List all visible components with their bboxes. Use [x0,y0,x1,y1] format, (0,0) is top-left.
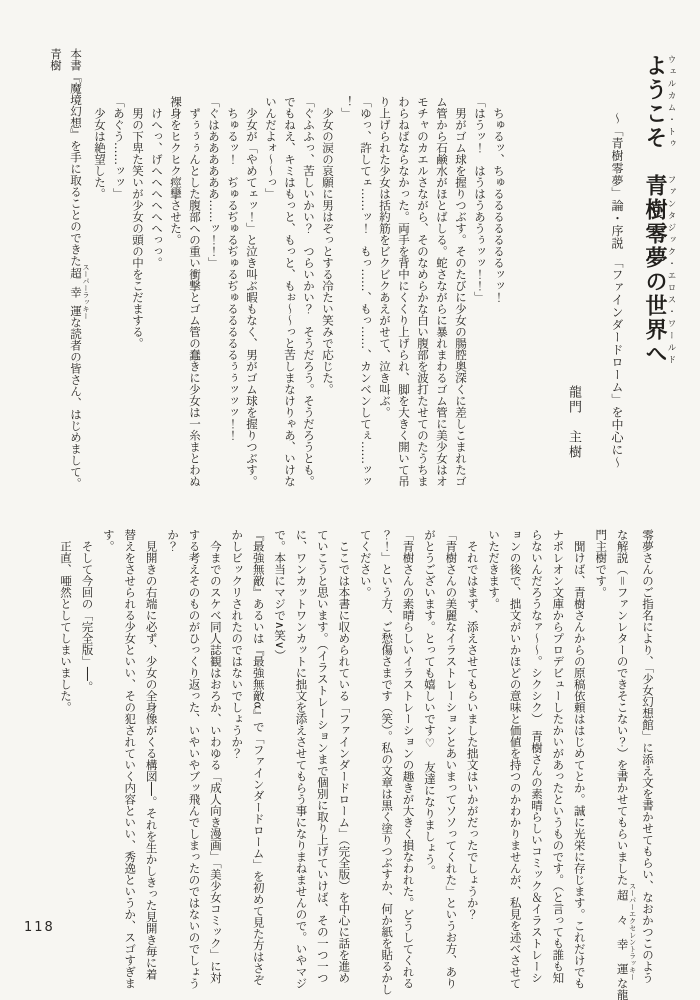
text-line: り上げられた少女は括約筋をビクビクあえがせて、泣き叫ぶ。 [378,96,392,418]
text-line: わらねばならなかった。両手を背中にくくり上げられ、脚を大きく開いて吊 [397,96,411,487]
text-line: けへっ、げへへへへへへっっ。 [150,96,164,269]
text-line: そして今回の「完全版」──。 [80,529,95,693]
ruby-annotated-text: 青樹零夢の世界へファンタジック・エロス・ワールド [642,174,676,366]
text-line: 『最強無敵』あるいは『最強無敵α』で「ファインダードローム」を初めて見た方はさぞ [251,529,266,986]
author-name: 龍門 主樹 [566,385,581,460]
text-line: 見開きの右端に必ず、少女の全身像がくる構図──。それを生かしきった見開き毎に着 [144,529,159,980]
text-line: 「あぐう……ッッ」 [112,96,126,200]
text-line: てください。 [358,529,373,598]
ruby-annotated-text: 超幸運 スーパーラッキー [69,263,90,320]
text-line: ！」 [340,96,354,119]
text-line: いんだよォ〜〜っ」 [264,96,278,200]
text-line: 少女の涙の哀願に男はぞっとする冷たい笑みで応じた。 [321,96,335,395]
story-excerpt [90,96,508,508]
text-line: 「ゆっ、許してェ……ッ！ もっ……、もっ……、カンベンしてぇ……ッッ [359,96,373,487]
text-line: かしビックリされたのではないでしょうか？ [230,529,245,759]
text-line: ちゅるッ、ちゅるるるるるるるッッ！ [492,96,506,303]
text-line: 「はうッ！ はうはうあうぅッッ！！」 [473,96,487,303]
text-line: モチャのカエルさながら、そのなめらかな白い腹部を波打たせてのたうちま [416,96,430,487]
text-line: 男の下卑た笑いが少女の頭の中をこだまする。 [131,96,145,349]
intro-greeting-column: 本書『魔境幻想』を手に取ることのできた超幸運 スーパーラッキーな読者の皆さん、はじめまして。青樹 [49,48,90,489]
ruby-annotated-text: 超々幸運 スーパーエクセレントラッキー [615,882,637,981]
text-line: ちゅるッ！ ぢゅるぢゅるぢゅるぢゅるるるるるぅぅッッッ！！ [226,96,240,441]
text-line: 今までのスケベ同人誌観はおろか、いわゆる「成人向き漫画」「美少女コミック」に対 [208,529,223,984]
text-line: いただきます。 [487,529,502,610]
text-line: 「青樹さんの美麗なイラストレーションとあいまってソソってくれた」というお方、あり [444,529,459,989]
text-line: 少女は絶望した。 [93,96,107,200]
text-line: 少女が「やめてェッ！」と泣き叫ぶ暇もなく、男がゴム球を握りつぶす。 [245,96,259,487]
text-line: な解説（＝ファンレターのできそこない？）を書かせてもらいました超々幸運 スーパーエクセレントラッキーな龍 [615,529,637,1000]
text-line: ナポレオン文庫からプロデビューしたかいがあったというものです。（と言っても誰も知 [551,529,566,984]
text-line: 零夢さんのご指名により、「少女幻想館」に添え文を書かせてもらい、なおかつこのよう [641,529,655,984]
text-line: ョンの後で、拙文がいかほどの意味と価値を持つのかわかりませんが、私見を述べさせて [508,529,523,989]
text-line: 聞けば、青樹さんからの原稿依頼ははじめてとか。誠に光栄に存じます。これだけでも [572,529,587,989]
text-line: らないんだろうなァ〜〜。シクシク） 青樹さんの素晴らしいコミック＆イラストレーシ [529,529,544,984]
text-line: 裸身をヒクヒク痙攣させた。 [169,96,183,246]
text-line: 「ぐはああああああ……ッ！！」 [207,96,221,269]
text-line: で。本当にマジで∧笑∨） [273,529,288,661]
text-line: 門主樹です。 [594,529,609,598]
text-line: 「青樹さんの素晴らしいイラストレーションの趣きが大きく損なわれた。どうしてくれる [401,529,416,989]
text-line: がとうございます。とっても嬉しいです♡ 友達になりましょう。 [422,529,437,877]
text-line: す。 [101,529,116,552]
title-block [564,54,676,494]
text-line: ム管から石鹸水がほとばしる。蛇さながらに暴れまわるゴム管に美少女はオ [435,96,449,487]
page-number: 118 [24,920,55,935]
text-line: か？ [166,529,181,552]
subtitle: 〜「青樹零夢」論・序説 「ファインダードローム」を中心に〜 [610,112,624,469]
page-title [640,54,676,494]
ruby-annotated-text: ようこそウェルカム・トゥ [642,54,676,150]
text-line: ここでは本書に収められている「ファインダードローム」（完全版）を中心に話を進め [337,529,352,984]
text-line: に、ワンカットワンカットに拙文を添えさせてもらう事になりまねませんので。いやマジ [294,529,309,989]
text-line: ずぅぅぅんとした腹部への重い衝撃とゴム管の蠢きに少女は一糸まとわぬ [188,96,202,487]
text-line: でもねえ、キミはもっと、もっと、もぉ〜〜っと苦しまなけりゃあ、いけな [283,96,297,487]
text-line: 「ぐふふっ、苦しいかい？ つらいかい？ そうだろう。そうだろうとも。 [302,96,316,487]
text-line: 正直、唖然としてしまいました。 [59,529,74,713]
text-line: ていこうと思います。（イラストレーションまで個別に取り上げていけば、その一つ一つ [315,529,330,984]
essay-body [55,529,658,1000]
text-line: ？！」という方、ご愁傷さまです（笑）。私の文章は黒く塗りつぶすか、何か紙を貼るかし [380,529,395,995]
text-line: それではまず、添えさせてもらいました拙文はいかがだったでしょうか？ [465,529,480,920]
text-line: する考えそのものがひっくり返った、いやいやブッ飛んでしまったのではないのでしょう [187,529,202,989]
text-line: 男がゴム球を握りつぶす。そのたびに少女の腸腔奥深くに差しこまれたゴ [454,96,468,487]
text-line: 替えをさせられる少女といい、その犯されていく内容といい、秀逸というか、スゴすぎま [123,529,138,989]
